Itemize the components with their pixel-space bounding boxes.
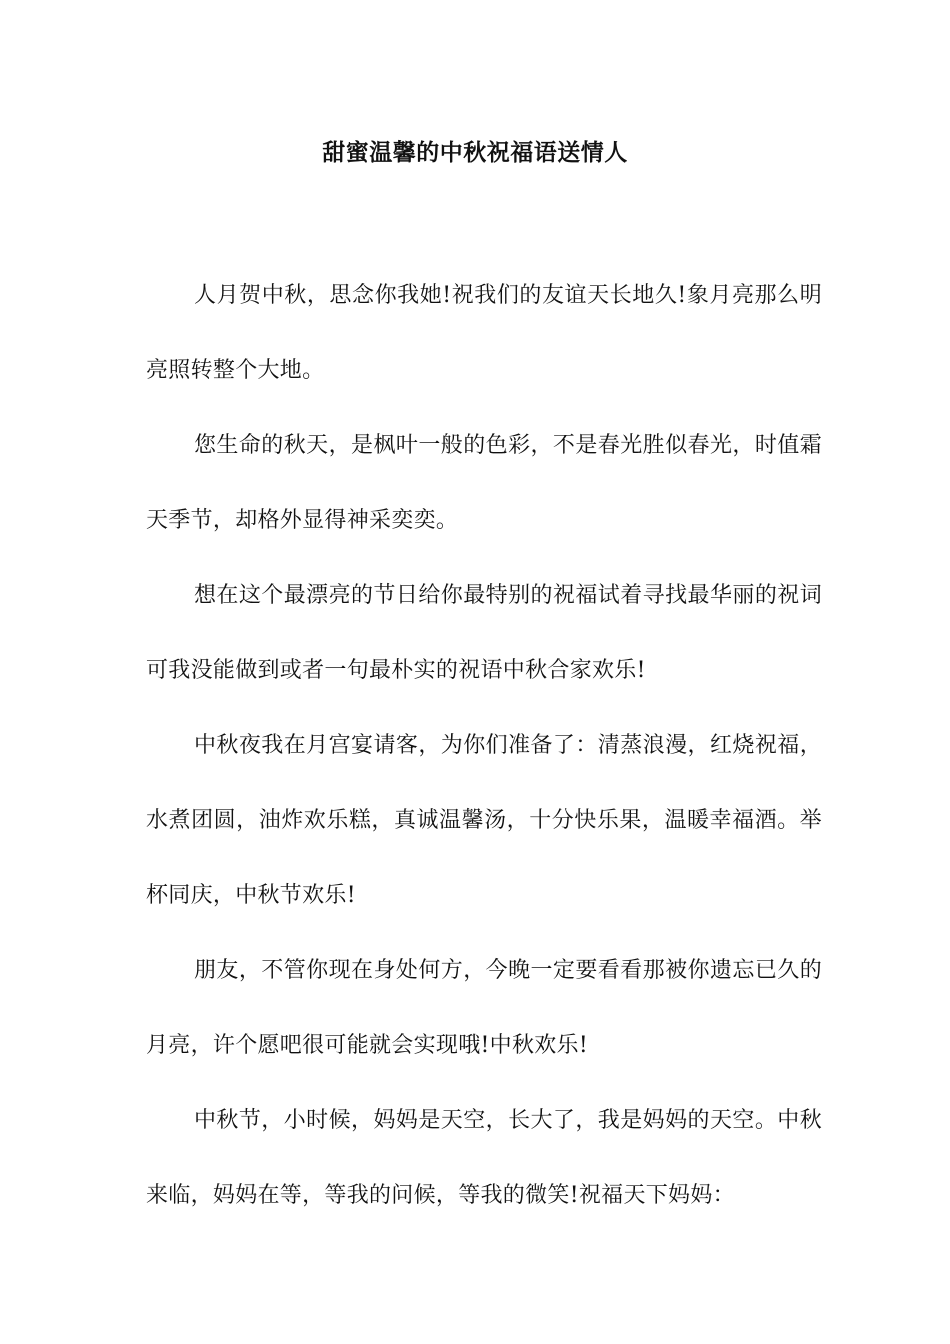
- document-title: 甜蜜温馨的中秋祝福语送情人: [322, 139, 628, 166]
- paragraph: 朋友，不管你现在身处何方，今晚一定要看看那被你遗忘已久的月亮，许个愿吧很可能就会实现哦!中秋欢乐!: [146, 958, 822, 1058]
- paragraph: 中秋节，小时候，妈妈是天空，长大了，我是妈妈的天空。中秋来临，妈妈在等，等我的问候，等我的微笑!祝福天下妈妈：: [146, 1108, 822, 1208]
- paragraph: 您生命的秋天，是枫叶一般的色彩，不是春光胜似春光，时值霜天季节，却格外显得神采奕奕。: [146, 433, 822, 533]
- document-body: [146, 258, 822, 1233]
- paragraph: 人月贺中秋，思念你我她!祝我们的友谊天长地久!象月亮那么明亮照转整个大地。: [146, 283, 822, 383]
- paragraph: 中秋夜我在月宫宴请客，为你们准备了：清蒸浪漫，红烧祝福，水煮团圆，油炸欢乐糕，真诚温馨汤，十分快乐果，温暖幸福酒。举杯同庆，中秋节欢乐!: [146, 733, 822, 908]
- paragraph: 想在这个最漂亮的节日给你最特别的祝福试着寻找最华丽的祝词可我没能做到或者一句最朴实的祝语中秋合家欢乐!: [146, 583, 822, 683]
